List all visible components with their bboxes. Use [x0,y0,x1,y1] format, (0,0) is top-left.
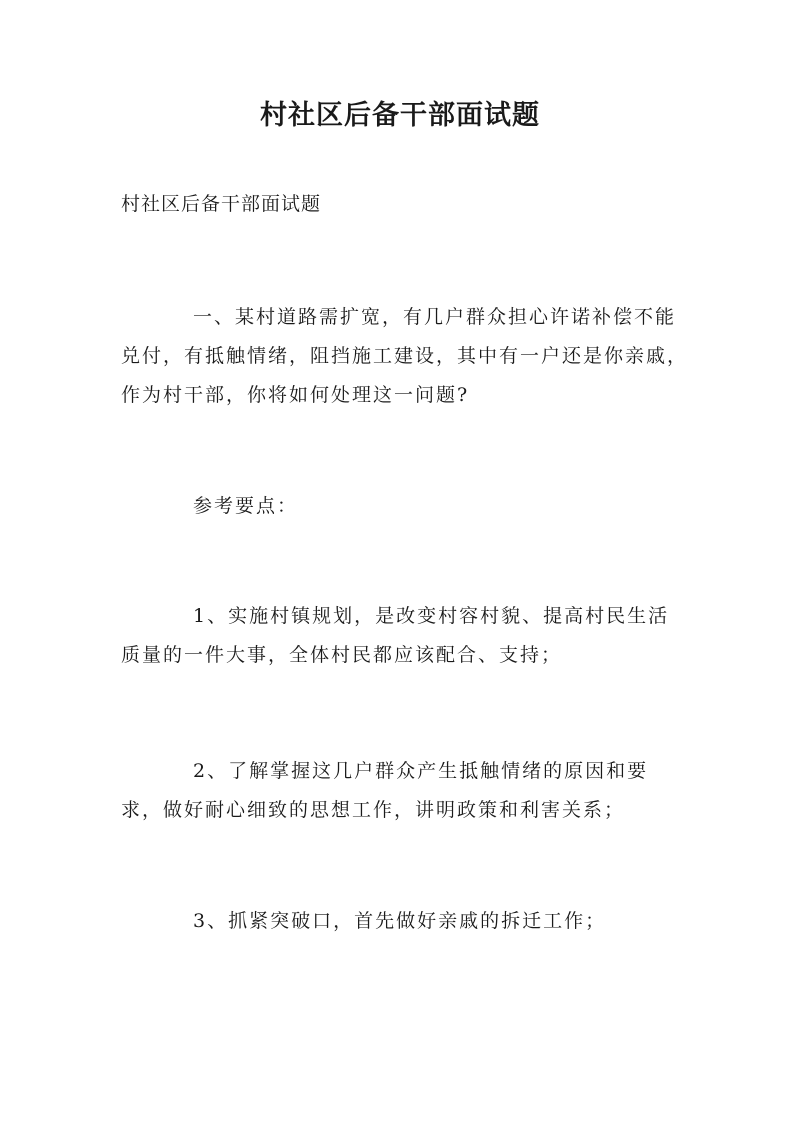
point-paragraph-3 [121,902,689,941]
reference-heading-text: 参考要点： [193,495,299,517]
point-paragraph-2 [121,752,689,830]
point-paragraph-1 [121,597,689,675]
point-text-1: 1、实施村镇规划，是改变村容村貌、提高村民生活质量的一件大事，全体村民都应该配合、支持； [121,605,670,666]
point-text-2: 2、了解掌握这几户群众产生抵触情绪的原因和要求，做好耐心细致的思想工作，讲明政策和利害关系； [121,760,649,821]
reference-heading [121,487,689,526]
point-text-3: 3、抓紧突破口，首先做好亲戚的拆迁工作； [193,910,607,932]
question-paragraph [121,298,689,415]
question-text: 一、某村道路需扩宽，有几户群众担心许诺补偿不能兑付，有抵触情绪，阻挡施工建设，其中有一户还是你亲戚，作为村干部，你将如何处理这一问题? [121,306,689,406]
document-title: 村社区后备干部面试题 [260,100,540,131]
document-subtitle: 村社区后备干部面试题 [121,193,322,215]
